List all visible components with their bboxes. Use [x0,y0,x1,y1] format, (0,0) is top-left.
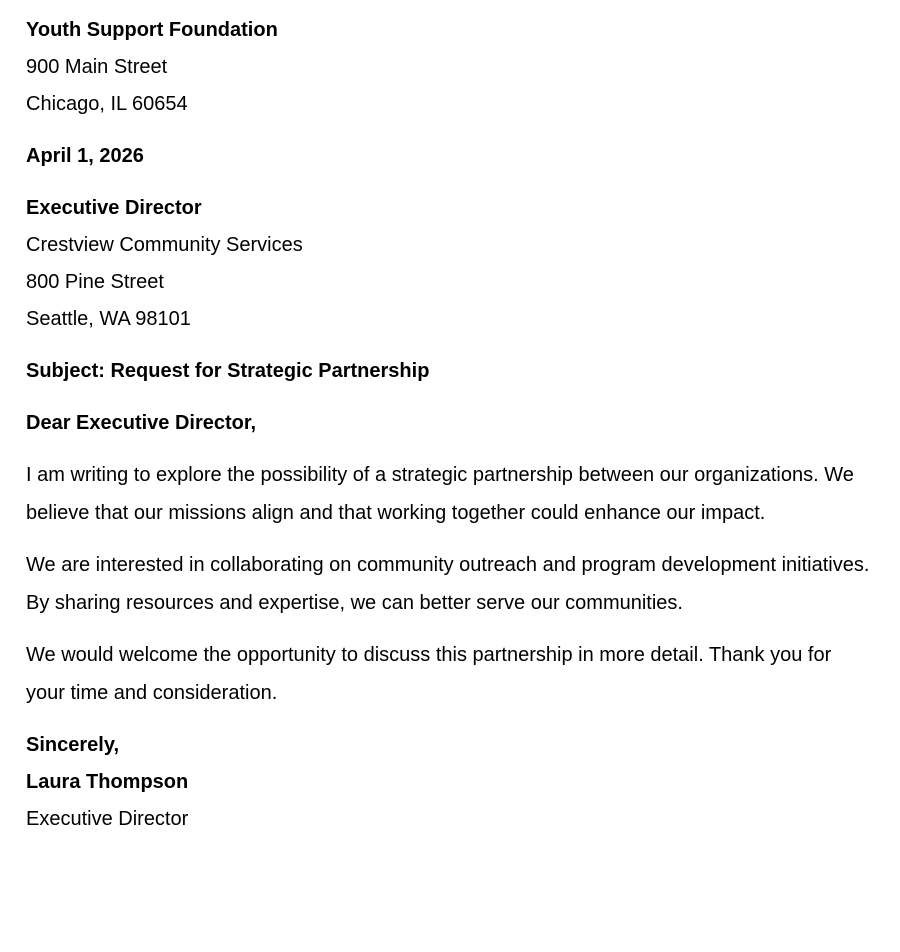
recipient-block [26,190,874,338]
signature-title: Executive Director [26,808,189,830]
sender-address-line1: 900 Main Street [26,56,168,78]
letter-date: April 1, 2026 [26,145,144,167]
recipient-organization: Crestview Community Services [26,234,303,256]
subject-line: Subject: Request for Strategic Partnership [26,360,430,382]
body-paragraph-1: I am writing to explore the possibility of a strategic partnership between our organizations. We believe that our missions align and that working together could enhance our impact. [26,464,854,524]
body-paragraph-3: We would welcome the opportunity to discuss this partnership in more detail. Thank you for your time and consideration. [26,644,832,704]
recipient-address-line1: 800 Pine Street [26,271,164,293]
subject-block [26,353,874,390]
salutation: Dear Executive Director, [26,412,257,434]
recipient-address-line2: Seattle, WA 98101 [26,308,191,330]
signature-name: Laura Thompson [26,771,189,793]
date-block [26,138,874,175]
sender-name: Youth Support Foundation [26,19,278,41]
sender-block [26,12,874,123]
signature-block [26,727,874,838]
body-paragraph-2: We are interested in collaborating on community outreach and program development initiatives. By sharing resources and expertise, we can better serve our communities. [26,554,870,614]
closing: Sincerely, [26,734,120,756]
sender-address-line2: Chicago, IL 60654 [26,93,188,115]
salutation-block [26,405,874,442]
recipient-title: Executive Director [26,197,202,219]
